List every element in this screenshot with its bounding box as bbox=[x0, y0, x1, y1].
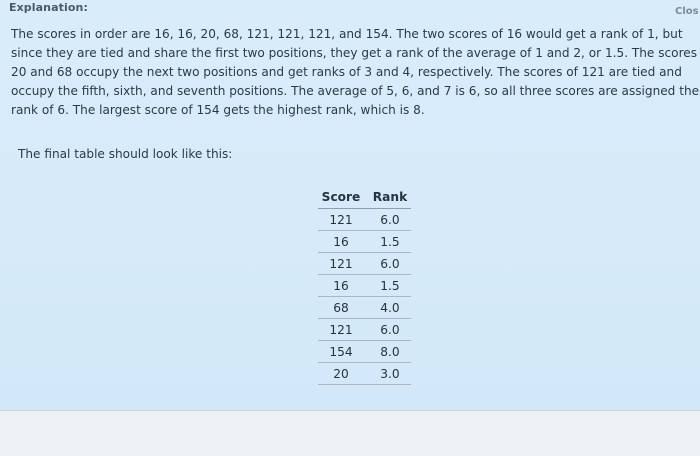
table-header-row bbox=[318, 186, 411, 209]
table-row bbox=[318, 275, 411, 297]
table-row bbox=[318, 319, 411, 341]
table-row bbox=[318, 341, 411, 363]
rank-cell: 4.0 bbox=[364, 297, 411, 319]
score-cell: 121 bbox=[318, 319, 364, 341]
rank-cell: 6.0 bbox=[364, 319, 411, 341]
column-header-rank: Rank bbox=[364, 186, 411, 209]
score-cell: 16 bbox=[318, 275, 364, 297]
page-background bbox=[0, 411, 700, 456]
table-row bbox=[318, 209, 411, 231]
table-row bbox=[318, 363, 411, 385]
score-cell: 16 bbox=[318, 231, 364, 253]
explanation-line: 20 and 68 occupy the next two positions and get ranks of 3 and 4, respectively. The scores of 121 are tied and bbox=[11, 65, 682, 79]
rank-cell: 3.0 bbox=[364, 363, 411, 385]
table-intro: The final table should look like this: bbox=[18, 147, 233, 161]
explanation-line: rank of 6. The largest score of 154 gets the highest rank, which is 8. bbox=[11, 103, 425, 117]
rank-cell: 1.5 bbox=[364, 275, 411, 297]
score-cell: 68 bbox=[318, 297, 364, 319]
score-rank-table bbox=[318, 186, 411, 385]
close-button[interactable]: Clos bbox=[675, 6, 699, 17]
explanation-title: Explanation: bbox=[9, 1, 88, 14]
score-cell: 20 bbox=[318, 363, 364, 385]
column-header-score: Score bbox=[318, 186, 364, 209]
explanation-line: occupy the fifth, sixth, and seventh positions. The average of 5, 6, and 7 is 6, so all three scores are assigned the bbox=[11, 84, 700, 98]
score-cell: 121 bbox=[318, 209, 364, 231]
table-row bbox=[318, 231, 411, 253]
rank-cell: 8.0 bbox=[364, 341, 411, 363]
rank-cell: 6.0 bbox=[364, 253, 411, 275]
score-cell: 154 bbox=[318, 341, 364, 363]
explanation-text bbox=[11, 25, 699, 120]
explanation-line: since they are tied and share the first two positions, they get a rank of the average of 1 and 2, or 1.5. The scores bbox=[11, 46, 698, 60]
explanation-line: The scores in order are 16, 16, 20, 68, 121, 121, 121, and 154. The two scores of 16 would get a rank of 1, but bbox=[11, 27, 683, 41]
table-row bbox=[318, 253, 411, 275]
rank-cell: 1.5 bbox=[364, 231, 411, 253]
rank-cell: 6.0 bbox=[364, 209, 411, 231]
table-row bbox=[318, 297, 411, 319]
score-cell: 121 bbox=[318, 253, 364, 275]
